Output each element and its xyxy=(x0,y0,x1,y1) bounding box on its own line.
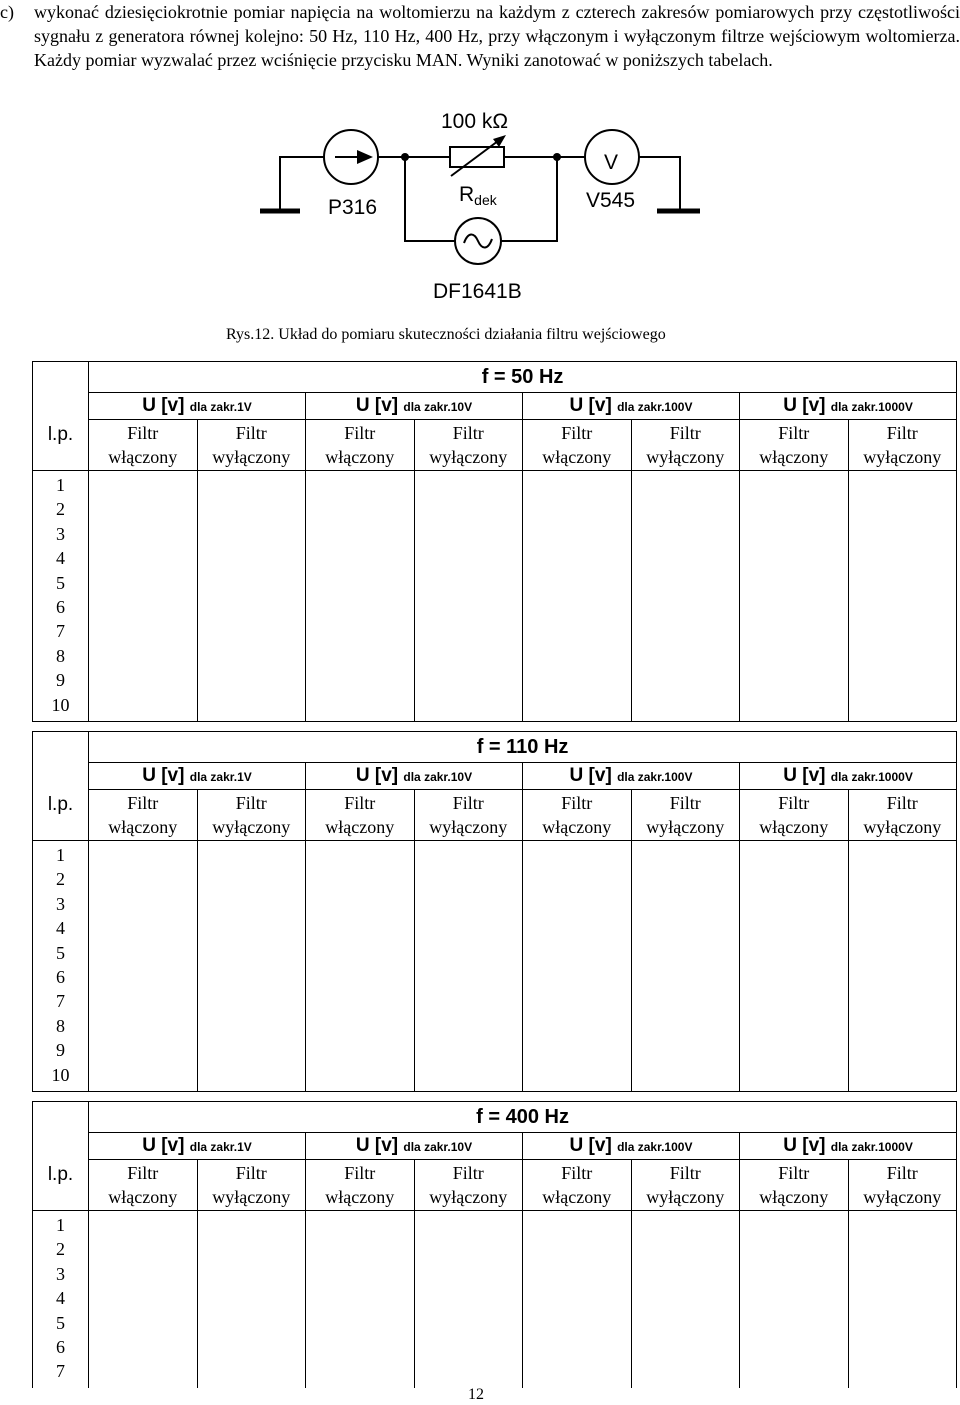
row-number: 4 xyxy=(56,918,65,939)
range-value: dla zakr.10V xyxy=(403,770,473,784)
row-number: 4 xyxy=(56,548,65,569)
row-number: 10 xyxy=(51,1064,70,1085)
filter-state: wyłączony xyxy=(212,817,291,837)
range-quantity: U [v] xyxy=(569,765,612,786)
filter-on-header xyxy=(523,1160,632,1211)
filter-state: wyłączony xyxy=(212,447,291,467)
row-number: 10 xyxy=(51,694,70,715)
row-number: 5 xyxy=(56,572,65,593)
filter-word: Filtr xyxy=(344,1163,376,1183)
measurement-cell[interactable] xyxy=(197,471,306,722)
range-value: dla zakr.100V xyxy=(617,1140,693,1154)
filter-word: Filtr xyxy=(127,793,159,813)
filter-word: Filtr xyxy=(561,1163,593,1183)
filter-word: Filtr xyxy=(561,793,593,813)
source-label: P316 xyxy=(328,196,378,219)
filter-off-header xyxy=(848,1160,957,1211)
filter-off-header xyxy=(631,1160,740,1211)
filter-off-header xyxy=(848,420,957,471)
row-number: 1 xyxy=(56,845,65,865)
figure-caption: Rys.12. Układ do pomiaru skuteczności działania filtru wejściowego xyxy=(226,326,666,343)
range-quantity: U [v] xyxy=(783,395,826,416)
filter-off-header xyxy=(631,790,740,841)
range-header xyxy=(89,393,306,420)
range-header xyxy=(740,393,957,420)
filter-off-header xyxy=(414,420,523,471)
filter-word: Filtr xyxy=(669,1163,701,1183)
filter-off-header xyxy=(197,790,306,841)
row-number: 7 xyxy=(56,991,65,1012)
measurement-table xyxy=(32,731,957,1092)
measurement-cell[interactable] xyxy=(848,1211,957,1388)
filter-word: Filtr xyxy=(669,793,701,813)
measurement-cell[interactable] xyxy=(523,841,632,1092)
range-value: dla zakr.100V xyxy=(617,400,693,414)
range-header xyxy=(523,763,740,790)
filter-off-header xyxy=(414,790,523,841)
filter-on-header xyxy=(89,790,198,841)
filter-word: Filtr xyxy=(886,793,918,813)
range-quantity: U [v] xyxy=(142,765,185,786)
frequency-header: f = 110 Hz xyxy=(89,732,957,763)
measurement-cell[interactable] xyxy=(89,1211,198,1388)
intro-text: wykonać dziesięciokrotnie pomiar napięcia na woltomierzu na każdym z czterech zakresów pomiarowych przy częstotliwości sygnału z generatora równej kolejno: 50 Hz, 110 Hz, 400 Hz, przy włączonym i wyłączonym filtrze wejściowym woltomierza. Każdy pomiar wyzwalać przez wciśnięcie przycisku MAN. Wyniki zanotować w poniższych tabelach. xyxy=(34,2,960,70)
range-quantity: U [v] xyxy=(355,395,399,416)
voltmeter-symbol: V xyxy=(604,151,619,174)
range-header xyxy=(306,763,523,790)
filter-on-header xyxy=(523,420,632,471)
filter-state: włączony xyxy=(108,817,178,837)
filter-word: Filtr xyxy=(669,423,701,443)
range-value: dla zakr.1V xyxy=(189,1140,252,1154)
filter-state: wyłączony xyxy=(429,1187,508,1207)
row-number: 5 xyxy=(56,942,65,963)
resistor-label: Rdek xyxy=(459,183,497,208)
filter-state: wyłączony xyxy=(863,817,942,837)
filter-state: włączony xyxy=(759,1187,829,1207)
measurement-cell[interactable] xyxy=(848,471,957,722)
range-value: dla zakr.1V xyxy=(189,400,252,414)
row-numbers xyxy=(33,1211,89,1388)
range-header xyxy=(740,763,957,790)
filter-word: Filtr xyxy=(886,423,918,443)
filter-off-header xyxy=(631,420,740,471)
measurement-cell[interactable] xyxy=(306,1211,415,1388)
frequency-header: f = 50 Hz xyxy=(89,362,957,393)
filter-off-header xyxy=(848,790,957,841)
filter-state: włączony xyxy=(325,817,395,837)
filter-state: wyłączony xyxy=(863,1187,942,1207)
measurement-cell[interactable] xyxy=(848,841,957,1092)
filter-word: Filtr xyxy=(778,793,810,813)
filter-word: Filtr xyxy=(452,793,484,813)
row-number: 6 xyxy=(56,597,65,618)
lp-header: l.p. xyxy=(33,362,89,471)
measurement-cell[interactable] xyxy=(740,841,849,1092)
row-numbers xyxy=(33,841,89,1092)
row-number: 7 xyxy=(56,621,65,642)
row-number: 9 xyxy=(56,670,65,691)
filter-word: Filtr xyxy=(235,1163,267,1183)
measurement-cell[interactable] xyxy=(414,471,523,722)
range-quantity: U [v] xyxy=(569,1135,612,1156)
filter-on-header xyxy=(740,420,849,471)
filter-state: wyłączony xyxy=(646,447,725,467)
row-numbers xyxy=(33,471,89,722)
filter-state: wyłączony xyxy=(646,1187,725,1207)
row-number: 3 xyxy=(56,893,65,914)
range-header xyxy=(306,393,523,420)
filter-on-header xyxy=(306,420,415,471)
range-value: dla zakr.1000V xyxy=(830,770,913,784)
row-number: 1 xyxy=(56,475,65,495)
range-header xyxy=(523,393,740,420)
filter-word: Filtr xyxy=(235,423,267,443)
filter-on-header xyxy=(740,790,849,841)
filter-state: włączony xyxy=(542,817,612,837)
measurement-cell[interactable] xyxy=(631,1211,740,1388)
filter-word: Filtr xyxy=(344,423,376,443)
filter-on-header xyxy=(523,790,632,841)
measurement-table xyxy=(32,361,957,722)
filter-on-header xyxy=(306,790,415,841)
filter-state: włączony xyxy=(542,447,612,467)
filter-on-header xyxy=(306,1160,415,1211)
row-number: 6 xyxy=(56,1337,65,1358)
range-quantity: U [v] xyxy=(355,1135,399,1156)
measurement-cell[interactable] xyxy=(89,841,198,1092)
filter-state: włączony xyxy=(108,447,178,467)
filter-state: wyłączony xyxy=(212,1187,291,1207)
measurement-cell[interactable] xyxy=(631,841,740,1092)
measurement-cell[interactable] xyxy=(523,471,632,722)
filter-word: Filtr xyxy=(127,423,159,443)
range-value: dla zakr.1V xyxy=(189,770,252,784)
filter-on-header xyxy=(89,420,198,471)
variable-resistor-arrow-icon xyxy=(451,135,506,176)
range-value: dla zakr.1000V xyxy=(830,1140,913,1154)
range-quantity: U [v] xyxy=(142,1135,185,1156)
range-value: dla zakr.1000V xyxy=(830,400,913,414)
row-number: 2 xyxy=(56,1239,65,1260)
row-number: 6 xyxy=(56,967,65,988)
range-value: dla zakr.10V xyxy=(403,400,473,414)
voltmeter-label: V545 xyxy=(586,189,636,212)
filter-word: Filtr xyxy=(561,423,593,443)
measurement-cell[interactable] xyxy=(740,1211,849,1388)
range-value: dla zakr.10V xyxy=(403,1140,473,1154)
filter-on-header xyxy=(89,1160,198,1211)
measurement-cell[interactable] xyxy=(631,471,740,722)
page-number: 12 xyxy=(468,1386,484,1403)
filter-state: wyłączony xyxy=(429,817,508,837)
range-quantity: U [v] xyxy=(783,765,826,786)
measurement-cell[interactable] xyxy=(414,841,523,1092)
range-header xyxy=(740,1133,957,1160)
measurement-cell[interactable] xyxy=(197,1211,306,1388)
range-quantity: U [v] xyxy=(569,395,612,416)
measurement-cell[interactable] xyxy=(414,1211,523,1388)
filter-state: włączony xyxy=(108,1187,178,1207)
range-quantity: U [v] xyxy=(142,395,185,416)
measurement-cell[interactable] xyxy=(740,471,849,722)
filter-state: włączony xyxy=(759,817,829,837)
filter-state: włączony xyxy=(542,1187,612,1207)
row-number: 5 xyxy=(56,1312,65,1333)
filter-on-header xyxy=(740,1160,849,1211)
filter-word: Filtr xyxy=(452,423,484,443)
measurement-cell[interactable] xyxy=(89,471,198,722)
range-value: dla zakr.100V xyxy=(617,770,693,784)
filter-word: Filtr xyxy=(778,423,810,443)
lp-header: l.p. xyxy=(33,1102,89,1211)
range-header xyxy=(306,1133,523,1160)
row-number: 8 xyxy=(56,645,65,666)
filter-state: włączony xyxy=(325,1187,395,1207)
lp-header: l.p. xyxy=(33,732,89,841)
filter-state: włączony xyxy=(325,447,395,467)
measurement-cell[interactable] xyxy=(523,1211,632,1388)
measurement-table xyxy=(32,1101,957,1388)
generator-label: DF1641B xyxy=(433,280,522,303)
row-number: 9 xyxy=(56,1040,65,1061)
filter-state: wyłączony xyxy=(646,817,725,837)
filter-word: Filtr xyxy=(127,1163,159,1183)
row-number: 3 xyxy=(56,523,65,544)
filter-word: Filtr xyxy=(778,1163,810,1183)
source-arrow-icon xyxy=(335,150,373,164)
filter-state: włączony xyxy=(759,447,829,467)
row-number: 3 xyxy=(56,1263,65,1284)
range-quantity: U [v] xyxy=(783,1135,826,1156)
measurement-cell[interactable] xyxy=(306,841,415,1092)
range-header xyxy=(89,763,306,790)
filter-off-header xyxy=(197,420,306,471)
measurement-cell[interactable] xyxy=(197,841,306,1092)
filter-word: Filtr xyxy=(886,1163,918,1183)
range-header xyxy=(89,1133,306,1160)
filter-off-header xyxy=(414,1160,523,1211)
row-number: 2 xyxy=(56,499,65,520)
item-label: c) xyxy=(0,2,14,22)
filter-word: Filtr xyxy=(235,793,267,813)
circuit-diagram xyxy=(0,100,960,310)
filter-state: wyłączony xyxy=(429,447,508,467)
row-number: 1 xyxy=(56,1215,65,1235)
filter-word: Filtr xyxy=(452,1163,484,1183)
filter-word: Filtr xyxy=(344,793,376,813)
range-quantity: U [v] xyxy=(355,765,399,786)
row-number: 4 xyxy=(56,1288,65,1309)
measurement-cell[interactable] xyxy=(306,471,415,722)
row-number: 7 xyxy=(56,1361,65,1382)
resistor-value: 100 kΩ xyxy=(441,110,509,133)
filter-state: wyłączony xyxy=(863,447,942,467)
range-header xyxy=(523,1133,740,1160)
frequency-header: f = 400 Hz xyxy=(89,1102,957,1133)
filter-off-header xyxy=(197,1160,306,1211)
row-number: 2 xyxy=(56,869,65,890)
row-number: 8 xyxy=(56,1015,65,1036)
